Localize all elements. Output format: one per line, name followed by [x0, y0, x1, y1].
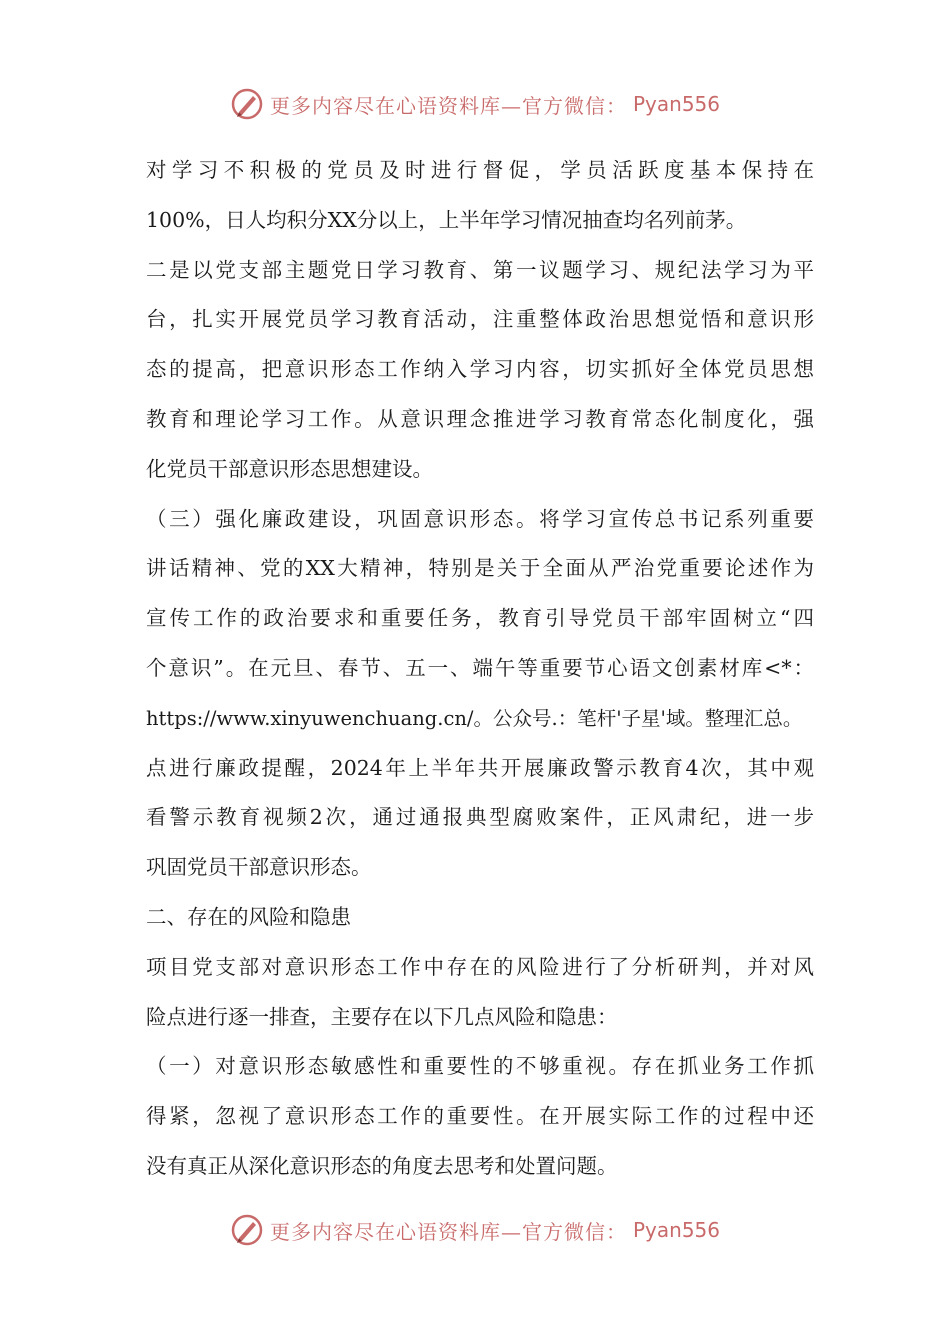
text-line: 巩固党员干部意识形态。: [146, 855, 372, 880]
text-line: 险点进行逐一排查，主要存在以下几点风险和隐患：: [146, 1004, 618, 1029]
pen-logo-icon: [230, 87, 264, 121]
document-body: [146, 146, 814, 1192]
text-line: 化党员干部意识形态思想建设。: [146, 456, 433, 481]
text-line: 宣传工作的政治要求和重要任务，教育引导党员干部牢固树立“四: [146, 606, 814, 631]
text-line: 得紧，忽视了意识形态工作的重要性。在开展实际工作的过程中还: [146, 1104, 814, 1129]
text-line: https://www.xinyuwenchuang.cn/。公众号.：笔杆'子星'域。整理汇总。: [146, 706, 803, 730]
text-line: 讲话精神、党的XX大精神，特别是关于全面从严治党重要论述作为: [146, 556, 814, 581]
text-line: 没有真正从深化意识形态的角度去思考和处置问题。: [146, 1153, 618, 1178]
pen-logo-icon: [230, 1213, 264, 1247]
text-line: 个意识”。在元旦、春节、五一、端午等重要节心语文创素材库<*：: [146, 655, 814, 680]
text-line: 看警示教育视频2次，通过通报典型腐败案件，正风肃纪，进一步: [146, 805, 814, 830]
text-line: 二是以党支部主题党日学习教育、第一议题学习、规纪法学习为平: [146, 257, 814, 282]
text-line: 点进行廉政提醒，2024年上半年共开展廉政警示教育4次，其中观: [146, 755, 814, 780]
watermark-text: 更多内容尽在心语资料库—官方微信：: [269, 93, 627, 118]
header-watermark: [0, 84, 950, 124]
section-heading: 二、存在的风险和隐患: [146, 904, 351, 929]
text-line: 态的提高，把意识形态工作纳入学习内容，切实抓好全体党员思想: [146, 357, 814, 382]
text-line: 台，扎实开展党员学习教育活动，注重整体政治思想觉悟和意识形: [146, 307, 814, 332]
text-line: 项目党支部对意识形态工作中存在的风险进行了分析研判，并对风: [146, 954, 814, 979]
text-line: （三）强化廉政建设，巩固意识形态。将学习宣传总书记系列重要: [146, 506, 814, 531]
text-line: （一）对意识形态敏感性和重要性的不够重视。存在抓业务工作抓: [146, 1054, 814, 1079]
footer-watermark: [0, 1210, 950, 1250]
watermark-id: Pyan556: [632, 1218, 720, 1242]
watermark-id: Pyan556: [632, 92, 720, 116]
watermark-text: 更多内容尽在心语资料库—官方微信：: [269, 1219, 627, 1244]
text-line: 对学习不积极的党员及时进行督促，学员活跃度基本保持在: [146, 158, 814, 182]
text-line: 100%，日人均积分XX分以上，上半年学习情况抽查均名列前茅。: [146, 207, 747, 232]
text-line: 教育和理论学习工作。从意识理念推进学习教育常态化制度化，强: [146, 406, 814, 431]
